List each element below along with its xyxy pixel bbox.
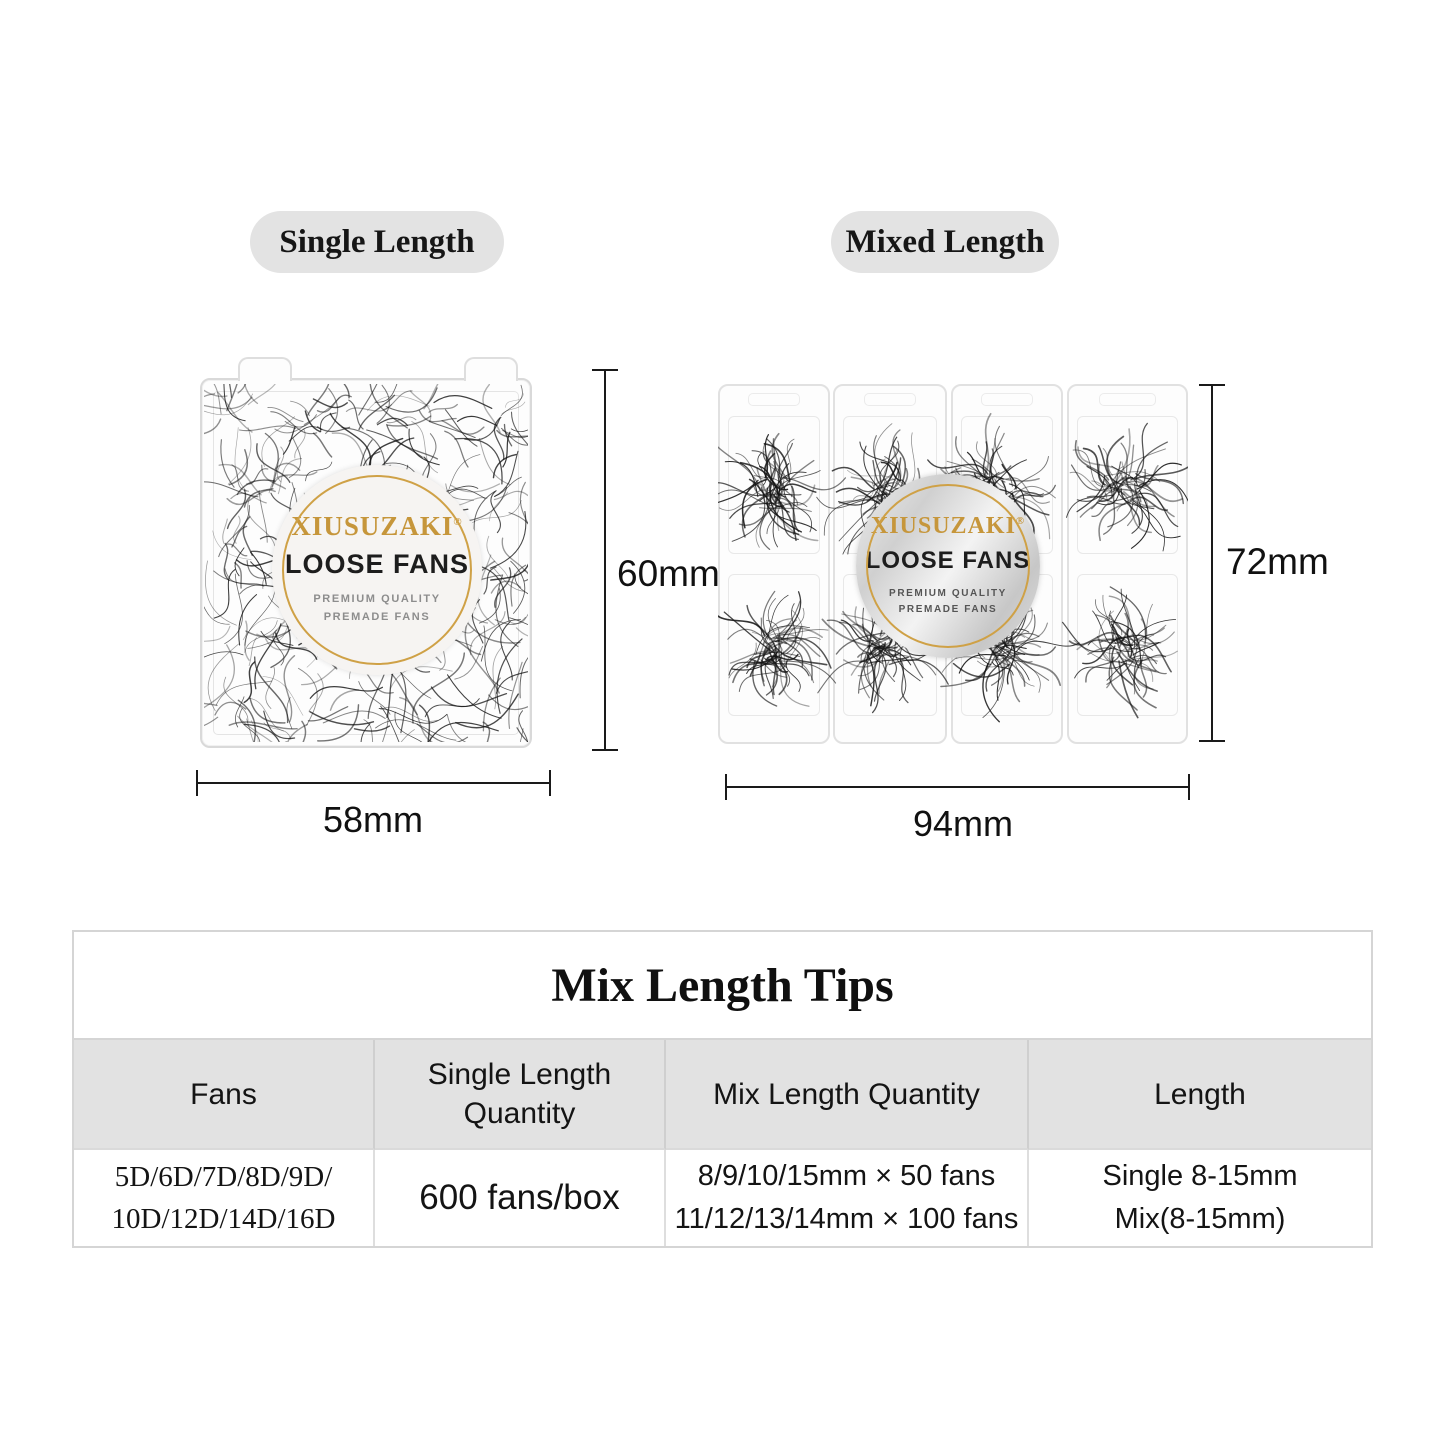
- column-header-length: Length: [1029, 1040, 1371, 1150]
- badge-single-length: Single Length: [250, 211, 504, 273]
- dim-label-mixed-width: 94mm: [912, 803, 1014, 844]
- brand-name: XIUSUZAKI®: [291, 511, 463, 542]
- cell-line: 8/9/10/15mm × 50 fans: [697, 1159, 996, 1192]
- cell-mix-quantity: [666, 1150, 1029, 1246]
- dim-line-single-height: [592, 369, 618, 751]
- dim-label-single-height: 60mm: [617, 553, 720, 594]
- brand-tagline: PREMIUM QUALITY PREMADE FANS: [889, 588, 1007, 615]
- box-hinge-left: [238, 357, 292, 381]
- column-header-single-quantity: Single Length Quantity: [375, 1040, 666, 1150]
- badge-mixed-length: Mixed Length: [831, 211, 1059, 273]
- cell-line: 10D/12D/14D/16D: [111, 1203, 336, 1235]
- registered-mark: ®: [1015, 515, 1026, 527]
- registered-mark: ®: [453, 516, 463, 529]
- dim-line-mixed-width: [725, 774, 1190, 800]
- column-header-fans: Fans: [74, 1040, 375, 1150]
- cell-line: Single 8-15mm: [1102, 1159, 1298, 1192]
- dim-label-mixed-height: 72mm: [1226, 541, 1329, 582]
- product-name: LOOSE FANS: [865, 547, 1031, 574]
- product-name: LOOSE FANS: [284, 549, 470, 580]
- brand-label-single: [272, 465, 482, 675]
- cell-fans: [74, 1150, 375, 1246]
- table-grid: [74, 1040, 1371, 1246]
- box-hinge-right: [464, 357, 518, 381]
- brand-name: XIUSUZAKI®: [870, 513, 1026, 539]
- spec-table: [72, 930, 1373, 1248]
- cell-line: 11/12/13/14mm × 100 fans: [674, 1203, 1019, 1235]
- cell-single-quantity: [375, 1150, 666, 1246]
- dim-label-single-width: 58mm: [322, 799, 424, 840]
- cell-length: [1029, 1150, 1371, 1246]
- cell-line: 5D/6D/7D/8D/9D/: [114, 1160, 333, 1193]
- cell-line: 600 fans/box: [419, 1177, 620, 1217]
- brand-label-mixed: [856, 474, 1040, 658]
- table-title: Mix Length Tips: [74, 932, 1371, 1040]
- cell-line: Mix(8-15mm): [1114, 1203, 1286, 1235]
- brand-tagline: PREMIUM QUALITY PREMADE FANS: [313, 593, 441, 623]
- dim-line-single-width: [196, 770, 551, 796]
- dim-line-mixed-height: [1199, 384, 1225, 742]
- column-header-mix-quantity: Mix Length Quantity: [666, 1040, 1029, 1150]
